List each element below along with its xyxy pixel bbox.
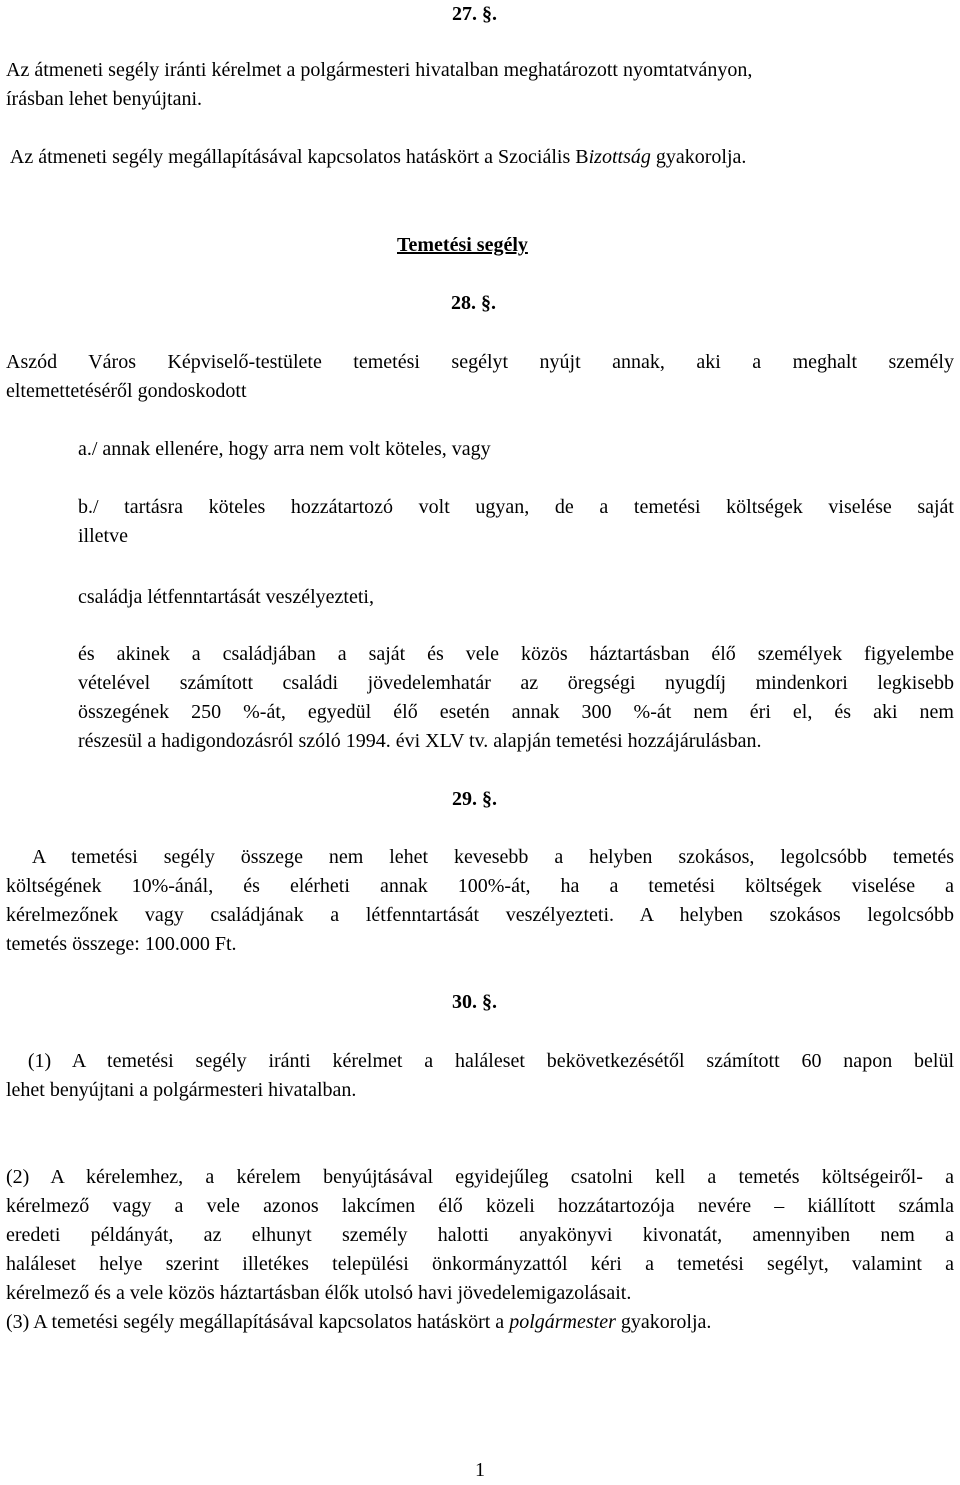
page-number: 1 xyxy=(475,1459,485,1481)
text-line: eredeti példányát, az elhunyt személy halotti anyakönyvi kivonatát, amennyiben nem a xyxy=(6,1224,954,1246)
text-line: kérelmező vagy a vele azonos lakcímen élő közeli hozzátartozója nevére – kiállított számla xyxy=(6,1195,954,1217)
section-28-conditions xyxy=(78,640,954,756)
text-line: írásban lehet benyújtani. xyxy=(6,88,203,110)
section-title-temetesi-segely: Temetési segély xyxy=(397,234,528,256)
section-28-item-b xyxy=(78,493,954,551)
text-line: eltemettetéséről gondoskodott xyxy=(6,380,247,402)
section-29-paragraph xyxy=(6,843,954,959)
section-30-paragraph-1 xyxy=(6,1047,954,1105)
text-line: költségének 10%-ánál, és elérheti annak 100%-át, ha a temetési költségek viselése a xyxy=(6,875,954,897)
section-30-heading: 30. §. xyxy=(452,991,497,1013)
section-27-paragraph-1 xyxy=(6,56,954,114)
section-28-item-b-continuation xyxy=(78,583,954,612)
text-line: haláleset helye szerint illetékes települési önkormányzattól kéri a temetési segélyt, valamint a xyxy=(6,1253,954,1275)
text-line: és akinek a családjában a saját és vele közös háztartásban élő személyek figyelembe xyxy=(78,643,954,665)
text-run: gyakorolja. xyxy=(615,1311,712,1333)
text-line: vételével számított családi jövedelemhatár az öregségi nyugdíj mindenkori legkisebb xyxy=(78,672,954,694)
text-line: családja létfenntartását veszélyezteti, xyxy=(78,586,374,608)
text-line: kérelmező és a vele közös háztartásban élők utolsó havi jövedelemigazolásait. xyxy=(6,1282,632,1304)
text-line: részesül a hadigondozásról szóló 1994. évi XLV tv. alapján temetési hozzájárulásban. xyxy=(78,730,762,752)
text-line: temetés összege: 100.000 Ft. xyxy=(6,933,237,955)
text-line: (1) A temetési segély iránti kérelmet a haláleset bekövetkezésétől számított 60 napon belül xyxy=(6,1050,955,1072)
text-run: (3) A temetési segély megállapításával kapcsolatos hatáskört a xyxy=(6,1311,510,1333)
text-line: A temetési segély összege nem lehet kevesebb a helyben szokásos, legolcsóbb temetés xyxy=(6,846,955,868)
section-28-item-a xyxy=(78,435,954,464)
text-line: b./ tartásra köteles hozzátartozó volt ugyan, de a temetési költségek viselése saját xyxy=(78,496,954,518)
text-line: Az átmeneti segély iránti kérelmet a polgármesteri hivatalban meghatározott nyomtatványon, xyxy=(6,59,753,81)
italic-text-run: polgármester xyxy=(509,1311,616,1333)
text-line: kérelmezőnek vagy családjának a létfenntartását veszélyezteti. A helyben szokásos legolcsóbb xyxy=(6,904,954,926)
section-29-heading: 29. §. xyxy=(452,788,497,810)
section-28-intro xyxy=(6,348,954,406)
text-line: összegének 250 %-át, egyedül élő esetén annak 300 %-át nem éri el, és aki nem xyxy=(78,701,954,723)
section-27-heading: 27. §. xyxy=(452,3,497,25)
italic-text-run: izottság xyxy=(588,146,651,168)
text-line: Aszód Város Képviselő-testülete temetési segélyt nyújt annak, aki a meghalt személy xyxy=(6,351,954,373)
section-28-heading: 28. §. xyxy=(451,292,496,314)
section-30-paragraph-3 xyxy=(6,1308,954,1337)
text-line: illetve xyxy=(78,525,128,547)
section-30-paragraph-2 xyxy=(6,1163,954,1308)
text-run: gyakorolja. xyxy=(650,146,747,168)
text-line: (2) A kérelemhez, a kérelem benyújtásával egyidejűleg csatolni kell a temetés költségeiről- a xyxy=(6,1166,954,1188)
text-line: a./ annak ellenére, hogy arra nem volt köteles, vagy xyxy=(78,438,491,460)
text-run: Az átmeneti segély megállapításával kapcsolatos hatáskört a Szociális B xyxy=(6,146,589,168)
section-27-paragraph-2 xyxy=(6,143,954,172)
text-line: lehet benyújtani a polgármesteri hivatalban. xyxy=(6,1079,357,1101)
